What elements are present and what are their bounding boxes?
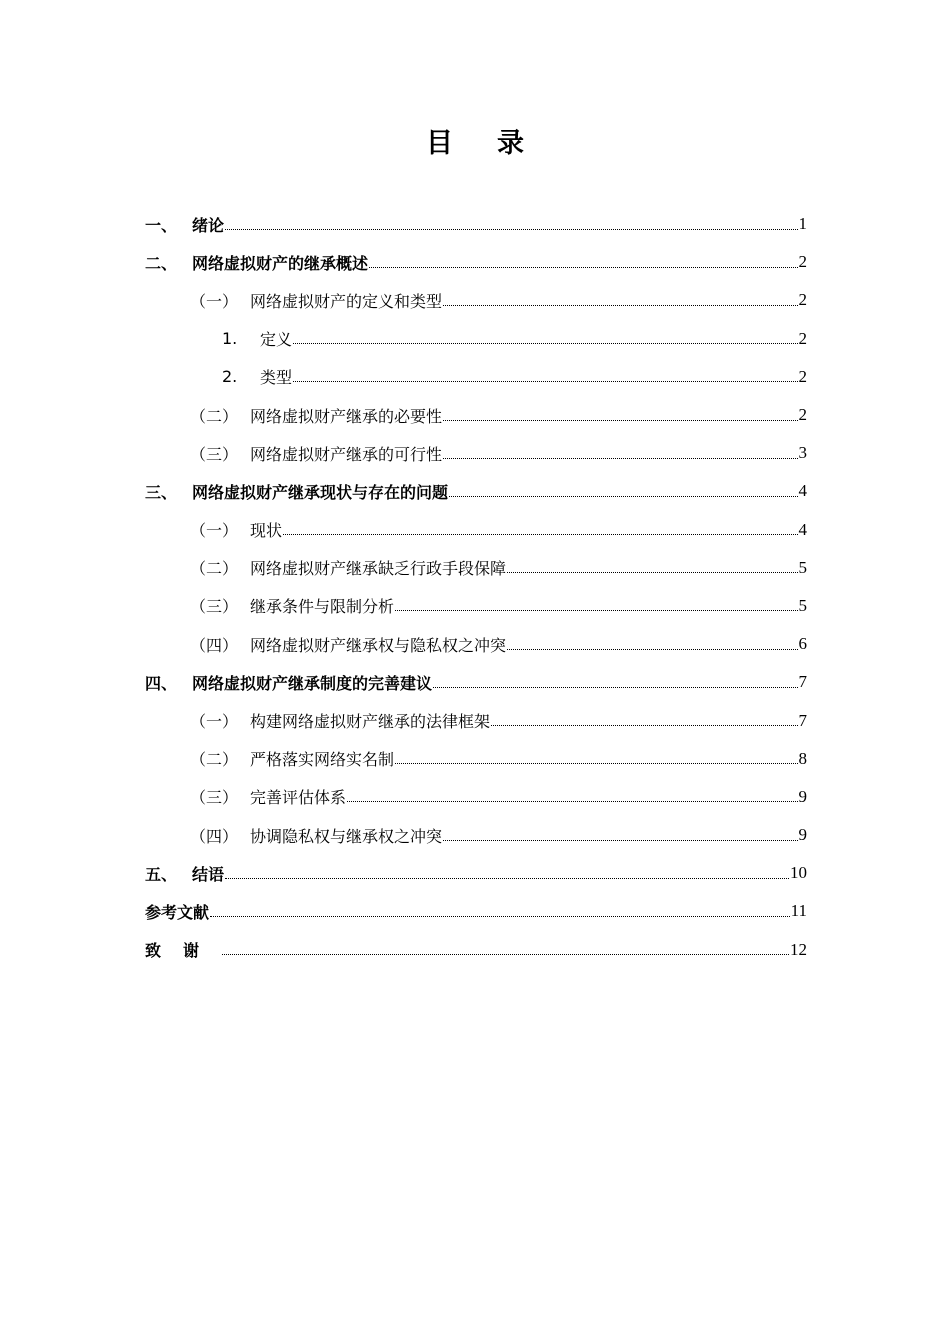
toc-entry-number: （二） [190, 406, 239, 426]
toc-entry-page: 4 [798, 519, 807, 539]
toc-leader-dots [369, 251, 797, 268]
toc-entry-acknowledgements[interactable] [145, 931, 807, 969]
toc-entry-label: 继承条件与限制分析 [250, 597, 395, 617]
toc-leader-dots [443, 442, 797, 459]
toc-entry-number: （二） [190, 559, 239, 579]
toc-leader-dots [443, 289, 797, 306]
toc-entry-page: 2 [798, 328, 807, 348]
toc-entry-label: 现状 [250, 521, 283, 541]
toc-entry[interactable] [145, 740, 807, 778]
toc-entry-label: 严格落实网络实名制 [250, 750, 395, 770]
toc-entry-page: 2 [798, 405, 807, 425]
toc-entry-number: 四、 [145, 673, 178, 693]
toc-title: 目录 [426, 128, 568, 159]
toc-entry[interactable] [145, 625, 807, 663]
toc-entry-page: 5 [798, 557, 807, 577]
toc-entry[interactable] [145, 701, 807, 739]
toc-entry-label: 网络虚拟财产继承缺乏行政手段保障 [250, 559, 507, 579]
toc-entry-number: （二） [190, 750, 239, 770]
toc-entry[interactable] [145, 396, 807, 434]
toc-entry-label: 绪论 [192, 215, 225, 235]
toc-entry[interactable] [145, 587, 807, 625]
toc-leader-dots [395, 747, 797, 764]
toc-entry-number: （一） [190, 712, 239, 732]
toc-entry-number: （四） [190, 826, 239, 846]
toc-entry-page: 1 [798, 214, 807, 234]
toc-entry-label: 网络虚拟财产继承制度的完善建议 [192, 673, 433, 693]
toc-entry-page: 6 [798, 634, 807, 654]
toc-entry-label: 网络虚拟财产继承权与隐私权之冲突 [250, 635, 507, 655]
toc-entry-number: （三） [190, 597, 239, 617]
toc-leader-dots [433, 671, 797, 688]
toc-entry[interactable] [145, 663, 807, 701]
toc-entry-references[interactable] [145, 892, 807, 930]
toc-entry-number: 二、 [145, 253, 178, 273]
toc-entry[interactable] [145, 854, 807, 892]
toc-leader-dots [222, 938, 789, 955]
toc-entry-label: 构建网络虚拟财产继承的法律框架 [250, 712, 491, 732]
toc-entry-page: 2 [798, 290, 807, 310]
toc-entry-number: 五、 [145, 864, 178, 884]
toc-leader-dots [347, 785, 797, 802]
toc-entry-page: 2 [798, 252, 807, 272]
toc-entry-label: 结语 [192, 864, 225, 884]
toc-leader-dots [293, 365, 797, 382]
toc-entry-label: 完善评估体系 [250, 788, 347, 808]
toc-leader-dots [443, 404, 797, 421]
toc-leader-dots [293, 327, 797, 344]
toc-entry-page: 5 [798, 595, 807, 615]
toc-entry-page: 3 [798, 443, 807, 463]
toc-entry-label: 协调隐私权与继承权之冲突 [250, 826, 443, 846]
toc-entry[interactable] [145, 358, 807, 396]
toc-leader-dots [449, 480, 797, 497]
toc-entry[interactable] [145, 778, 807, 816]
toc-leader-dots [443, 824, 797, 841]
toc-entry-number: （四） [190, 635, 239, 655]
toc-entry-page: 8 [798, 748, 807, 768]
toc-leader-dots [395, 594, 797, 611]
toc-entry[interactable] [145, 472, 807, 510]
toc-entry-number: （三） [190, 788, 239, 808]
toc-entry-label: 参考文献 [145, 902, 210, 922]
toc-leader-dots [507, 633, 797, 650]
toc-leader-dots [225, 862, 789, 879]
toc-entry-number: 1. [222, 329, 238, 349]
toc-entry-number: （一） [190, 521, 239, 541]
toc-leader-dots [210, 900, 790, 917]
toc-entry-page: 11 [790, 901, 807, 921]
toc-leader-dots [225, 213, 797, 230]
toc-entry-label: 网络虚拟财产继承的可行性 [250, 444, 443, 464]
toc-entry[interactable] [145, 281, 807, 319]
toc-entry-label: 定义 [260, 330, 293, 350]
toc-entry-page: 12 [790, 939, 807, 959]
toc-entry-page: 2 [798, 366, 807, 386]
toc-entry-number: 2. [222, 367, 238, 387]
toc-leader-dots [283, 518, 797, 535]
toc-entry[interactable] [145, 549, 807, 587]
toc-entry-label: 类型 [260, 368, 293, 388]
toc-entry[interactable] [145, 243, 807, 281]
toc-entry-label: 网络虚拟财产的定义和类型 [250, 291, 443, 311]
toc-leader-dots [507, 556, 797, 573]
toc-leader-dots [491, 709, 797, 726]
toc-entry-page: 10 [790, 863, 807, 883]
toc-entry[interactable] [145, 434, 807, 472]
toc-entry-page: 7 [798, 672, 807, 692]
toc-entry-number: 三、 [145, 482, 178, 502]
toc-entry-page: 4 [798, 481, 807, 501]
toc-entry-label: 致谢 [145, 941, 222, 961]
toc-entry-label: 网络虚拟财产继承现状与存在的问题 [192, 482, 449, 502]
toc-entry-number: （三） [190, 444, 239, 464]
table-of-contents [145, 205, 807, 969]
toc-entry[interactable] [145, 511, 807, 549]
toc-entry-page: 9 [798, 825, 807, 845]
toc-entry-number: （一） [190, 291, 239, 311]
toc-entry-number: 一、 [145, 215, 178, 235]
toc-entry[interactable] [145, 320, 807, 358]
toc-entry[interactable] [145, 816, 807, 854]
toc-entry-label: 网络虚拟财产的继承概述 [192, 253, 369, 273]
toc-entry-page: 7 [798, 710, 807, 730]
toc-entry-page: 9 [798, 786, 807, 806]
toc-entry[interactable] [145, 205, 807, 243]
toc-entry-label: 网络虚拟财产继承的必要性 [250, 406, 443, 426]
